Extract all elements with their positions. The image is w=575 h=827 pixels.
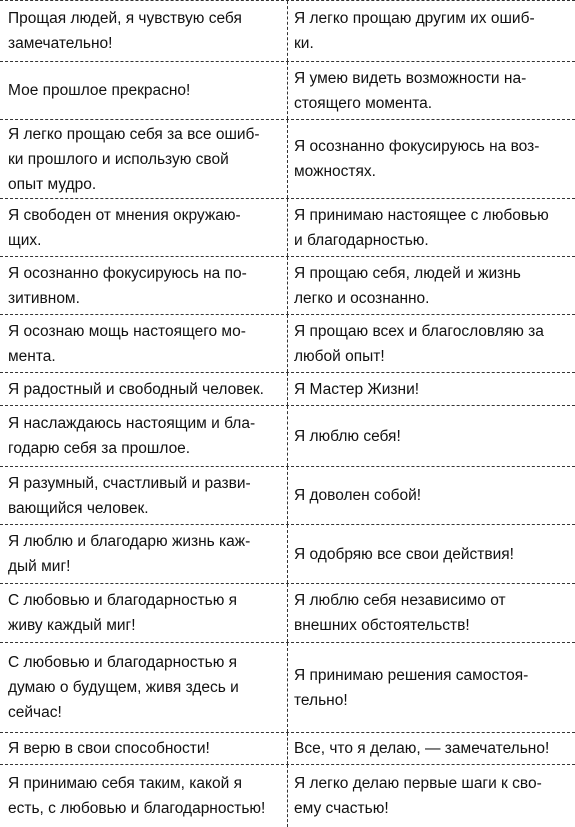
table-row — [0, 257, 575, 315]
table-row — [0, 406, 575, 467]
affirmation-left: Я верю в свои способности! — [8, 740, 210, 757]
affirmation-right: Все, что я делаю, — замечательно! — [287, 733, 575, 764]
table-row — [0, 643, 575, 733]
table-row — [0, 467, 575, 525]
table-row — [0, 373, 575, 406]
affirmation-right: Я осознанно фокусируюсь на воз- можностях. — [287, 120, 575, 198]
table-row — [0, 120, 575, 199]
affirmation-left: Я разумный, счастливый и разви- вающийся человек. — [8, 474, 251, 517]
table-row — [0, 199, 575, 257]
affirmation-right: Я люблю себя независимо от внешних обстоятельств! — [287, 584, 575, 642]
affirmation-left: Я люблю и благодарю жизнь каж- дый миг! — [8, 533, 251, 575]
affirmation-left: Прощая людей, я чувствую себя замечательно! — [8, 10, 242, 52]
affirmation-left: Я легко прощаю себя за все ошиб- ки прошлого и использую свой опыт мудро. — [8, 125, 260, 193]
affirmation-left: Я осознаю мощь настоящего мо- мента. — [8, 322, 246, 365]
affirmation-left: Я осознанно фокусируюсь на по- зитивном. — [8, 264, 247, 307]
affirmation-right: Я люблю себя! — [287, 406, 575, 466]
affirmation-right: Я легко делаю первые шаги к сво- ему счастью! — [287, 765, 575, 827]
table-row — [0, 62, 575, 120]
table-row — [0, 765, 575, 827]
table-row — [0, 584, 575, 643]
affirmation-left: С любовью и благодарностью я живу каждый миг! — [8, 592, 238, 634]
affirmation-left: Я принимаю себя таким, какой я есть, с любовью и благодарностью! — [8, 775, 266, 817]
affirmation-right: Я прощаю всех и благословляю за любой опыт! — [287, 315, 575, 372]
affirmation-right: Я одобряю все свои действия! — [287, 525, 575, 583]
affirmation-right: Я принимаю настоящее с любовью и благодарностью. — [287, 199, 575, 256]
affirmation-right: Я легко прощаю другим их ошиб- ки. — [287, 1, 575, 61]
affirmation-right: Я Мастер Жизни! — [287, 373, 575, 405]
table-row — [0, 315, 575, 373]
affirmation-left: Я свободен от мнения окружаю- щих. — [8, 206, 241, 249]
affirmation-left: Я наслаждаюсь настоящим и бла- годарю себя за прошлое. — [8, 415, 256, 457]
table-row — [0, 1, 575, 62]
affirmation-left: Мое прошлое прекрасно! — [8, 82, 191, 99]
affirmation-right: Я умею видеть возможности на- стоящего момента. — [287, 62, 575, 119]
table-row — [0, 525, 575, 584]
affirmation-right: Я доволен собой! — [287, 467, 575, 524]
affirmation-left: С любовью и благодарностью я думаю о будущем, живя здесь и сейчас! — [8, 654, 239, 721]
affirmation-right: Я прощаю себя, людей и жизнь легко и осознанно. — [287, 257, 575, 314]
table-row — [0, 733, 575, 765]
affirmation-right: Я принимаю решения самостоя- тельно! — [287, 643, 575, 732]
affirmation-left: Я радостный и свободный человек. — [8, 380, 264, 398]
